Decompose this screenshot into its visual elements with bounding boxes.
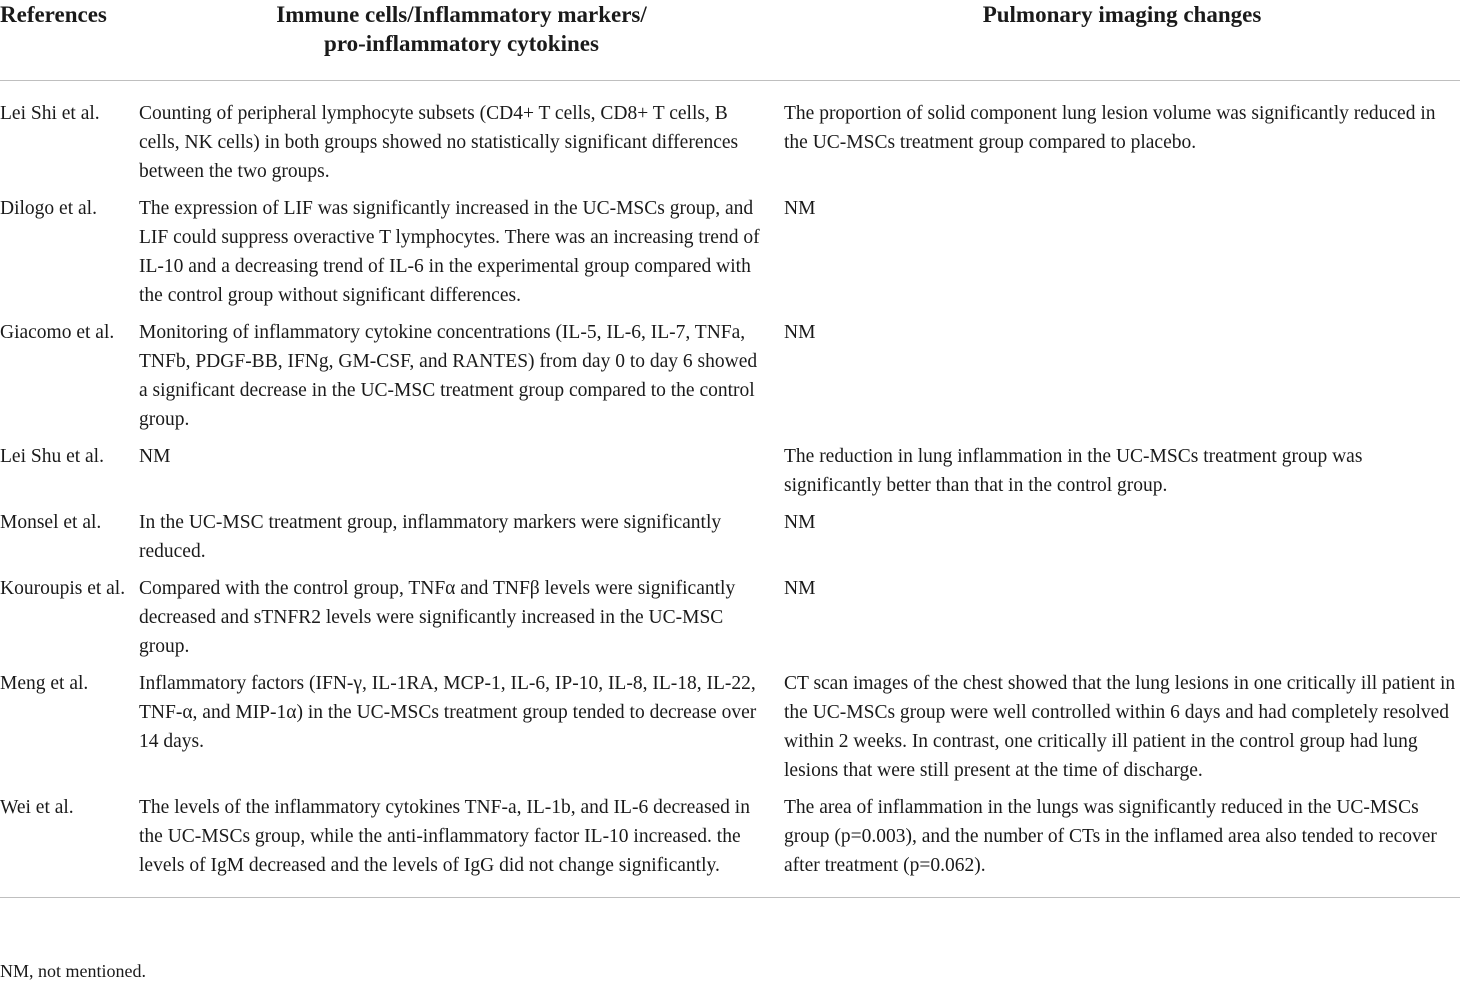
cell-immune: The levels of the inflammatory cytokines TNF-a, IL-1b, and IL-6 decreased in the UC-MSCs group, while the anti-inflammatory factor IL-10 increased. the levels of IgM decreased and the levels of IgG did not change significantly.	[139, 793, 784, 898]
cell-immune: Monitoring of inflammatory cytokine concentrations (IL-5, IL-6, IL-7, TNFa, TNFb, PDGF-BB, IFNg, GM-CSF, and RANTES) from day 0 to day 6 showed a significant decrease in the UC-MSC treatment group compared to the control group.	[139, 322, 758, 430]
table-row	[0, 318, 1460, 442]
cell-immune: In the UC-MSC treatment group, inflammatory markers were significantly reduced.	[139, 512, 722, 562]
cell-immune: The expression of LIF was significantly increased in the UC-MSCs group, and LIF could suppress overactive T lymphocytes. There was an increasing trend of IL-10 and a decreasing trend of IL-6 in the experimental group compared with the control group without significant differences.	[139, 198, 760, 306]
table-row	[0, 669, 1460, 793]
cell-imaging: The reduction in lung inflammation in the UC-MSCs treatment group was significantly better than that in the control group.	[784, 446, 1363, 496]
header-references: References	[0, 0, 139, 81]
table-footnote: NM, not mentioned.	[0, 961, 146, 981]
cell-reference: Meng et al.	[0, 673, 89, 694]
cell-imaging: NM	[784, 512, 816, 533]
cell-imaging: NM	[784, 322, 816, 343]
table-body	[0, 81, 1460, 898]
cell-immune: Inflammatory factors (IFN-γ, IL-1RA, MCP-1, IL-6, IP-10, IL-8, IL-18, IL-22, TNF-α, and MIP-1α) in the UC-MSCs treatment group tended to decrease over 14 days.	[139, 673, 757, 752]
cell-reference: Lei Shu et al.	[0, 446, 104, 467]
cell-imaging: The proportion of solid component lung lesion volume was significantly reduced in the UC-MSCs treatment group compared to placebo.	[784, 103, 1436, 153]
cell-reference: Wei et al.	[0, 793, 139, 898]
cell-imaging: NM	[784, 198, 816, 219]
header-immune-text: Immune cells/Inflammatory markers/ pro-inflammatory cytokines	[276, 2, 647, 56]
table-row	[0, 194, 1460, 318]
table-row	[0, 508, 1460, 574]
header-imaging: Pulmonary imaging changes	[784, 0, 1460, 81]
cell-imaging: NM	[784, 578, 816, 599]
header-immune	[139, 0, 784, 81]
cell-immune: Counting of peripheral lymphocyte subsets (CD4+ T cells, CD8+ T cells, B cells, NK cells) in both groups showed no statistically significant differences between the two groups.	[139, 103, 739, 182]
cell-reference: Giacomo et al.	[0, 322, 115, 343]
cell-reference: Dilogo et al.	[0, 198, 97, 219]
table-header	[0, 0, 1460, 81]
cell-reference: Lei Shi et al.	[0, 103, 100, 124]
cell-imaging: The area of inflammation in the lungs was significantly reduced in the UC-MSCs group (p=0.003), and the number of CTs in the inflamed area also tended to recover after treatment (p=0.062).	[784, 793, 1460, 898]
table-row	[0, 442, 1460, 508]
cell-immune: NM	[139, 446, 171, 467]
cell-reference: Kouroupis et al.	[0, 578, 126, 599]
cell-reference: Monsel et al.	[0, 512, 102, 533]
cell-immune: Compared with the control group, TNFα and TNFβ levels were significantly decreased and sTNFR2 levels were significantly increased in the UC-MSC group.	[139, 578, 736, 657]
table-row	[0, 793, 1460, 898]
table-row	[0, 574, 1460, 669]
header-row	[0, 0, 1460, 81]
table-row	[0, 81, 1460, 195]
cell-imaging: CT scan images of the chest showed that the lung lesions in one critically ill patient in the UC-MSCs group were well controlled within 6 days and had completely resolved within 2 weeks. In contrast, one critically ill patient in the control group had lung lesions that were still present at the time of discharge.	[784, 673, 1456, 781]
